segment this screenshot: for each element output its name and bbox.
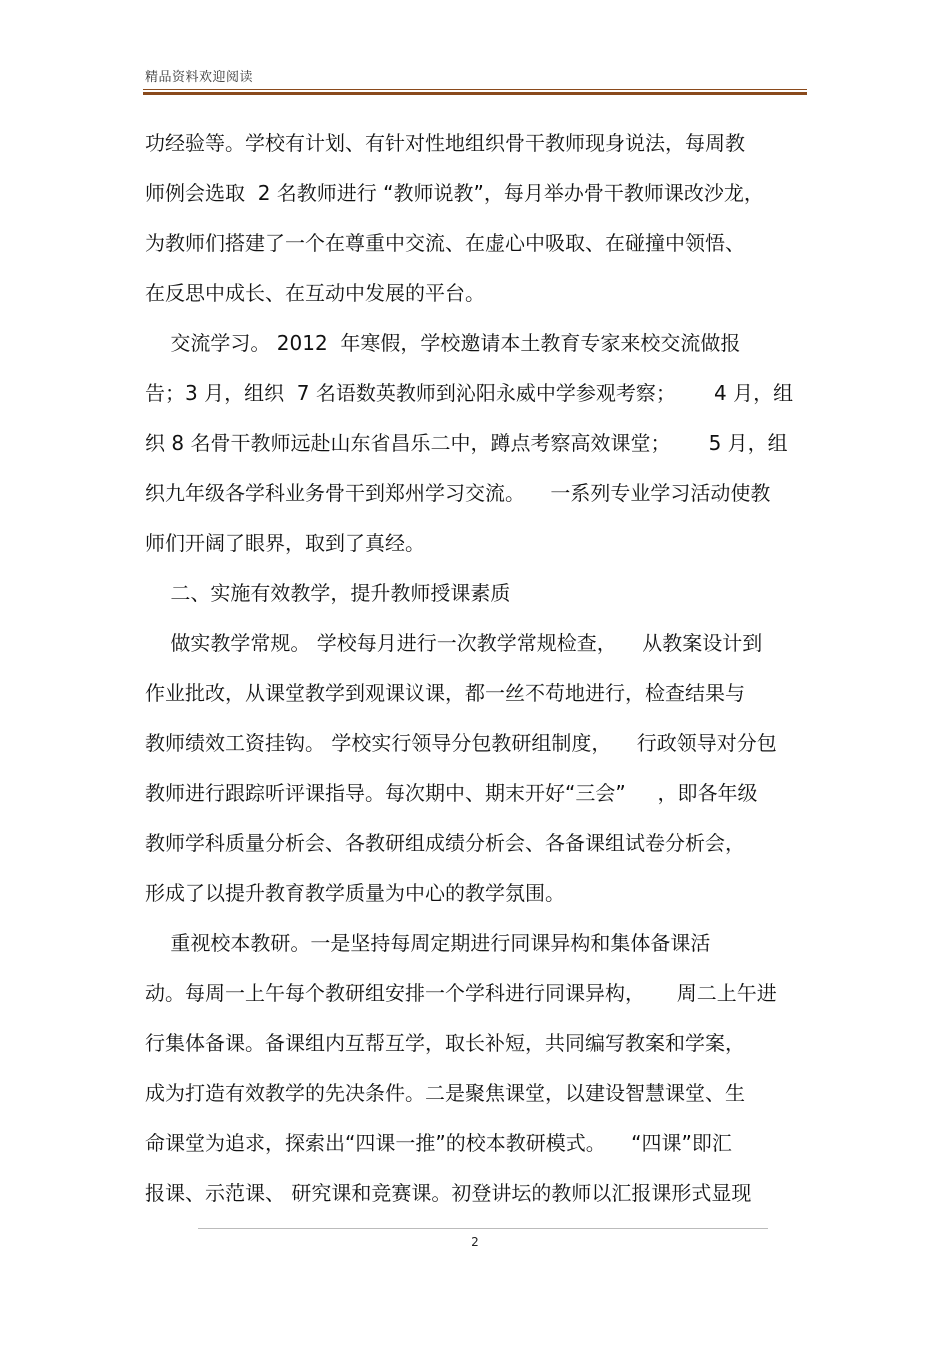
text-line: 交流学习。 2012 年寒假，学校邀请本土教育专家来校交流做报: [145, 331, 741, 355]
text-line: 织 8 名骨干教师远赴山东省昌乐二中，蹲点考察高效课堂； 5 月，组: [145, 431, 788, 455]
text-line: 功经验等。学校有计划、有针对性地组织骨干教师现身说法，每周教: [145, 131, 745, 155]
header-divider-thin: [143, 89, 807, 90]
text-line: 重视校本教研。一是坚持每周定期进行同课异构和集体备课活: [145, 931, 711, 955]
text-line: 教师学科质量分析会、各教研组成绩分析会、各备课组试卷分析会，: [145, 831, 745, 855]
text-line: 成为打造有效教学的先决条件。二是聚焦课堂，以建设智慧课堂、生: [145, 1081, 745, 1105]
section-heading: 二、实施有效教学，提升教师授课素质: [145, 581, 511, 605]
page-header-title: 精品资料欢迎阅读: [145, 70, 254, 85]
text-line: 师们开阔了眼界，取到了真经。: [145, 531, 425, 555]
text-line: 命课堂为追求，探索出“四课一推”的校本教研模式。 “四课”即汇: [145, 1131, 732, 1155]
text-line: 师例会选取 2 名教师进行 “教师说教”，每月举办骨干教师课改沙龙，: [145, 181, 764, 205]
document-body: [145, 118, 805, 1218]
header-divider-thick: [143, 92, 807, 95]
text-line: 行集体备课。备课组内互帮互学，取长补短，共同编写教案和学案，: [145, 1031, 745, 1055]
text-line: 告；3 月，组织 7 名语数英教师到沁阳永威中学参观考察； 4 月，组: [145, 381, 794, 405]
text-line: 教师进行跟踪听评课指导。每次期中、期末开好“三会” ，即各年级: [145, 781, 758, 805]
text-line: 动。每周一上午每个教研组安排一个学科进行同课异构， 周二上午进: [145, 981, 777, 1005]
text-line: 报课、示范课、 研究课和竞赛课。初登讲坛的教师以汇报课形式显现: [145, 1181, 752, 1205]
text-line: 教师绩效工资挂钩。 学校实行领导分包教研组制度， 行政领导对分包: [145, 731, 777, 755]
text-line: 作业批改，从课堂教学到观课议课，都一丝不苟地进行，检查结果与: [145, 681, 745, 705]
text-line: 织九年级各学科业务骨干到郑州学习交流。 一系列专业学习活动使教: [145, 481, 771, 505]
text-line: 做实教学常规。 学校每月进行一次教学常规检查， 从教案设计到: [145, 631, 763, 655]
text-line: 形成了以提升教育教学质量为中心的教学氛围。: [145, 881, 565, 905]
text-line: 为教师们搭建了一个在尊重中交流、在虚心中吸取、在碰撞中领悟、: [145, 231, 745, 255]
footer-divider: [198, 1228, 768, 1229]
page-number: 2: [471, 1235, 479, 1249]
text-line: 在反思中成长、在互动中发展的平台。: [145, 281, 485, 305]
